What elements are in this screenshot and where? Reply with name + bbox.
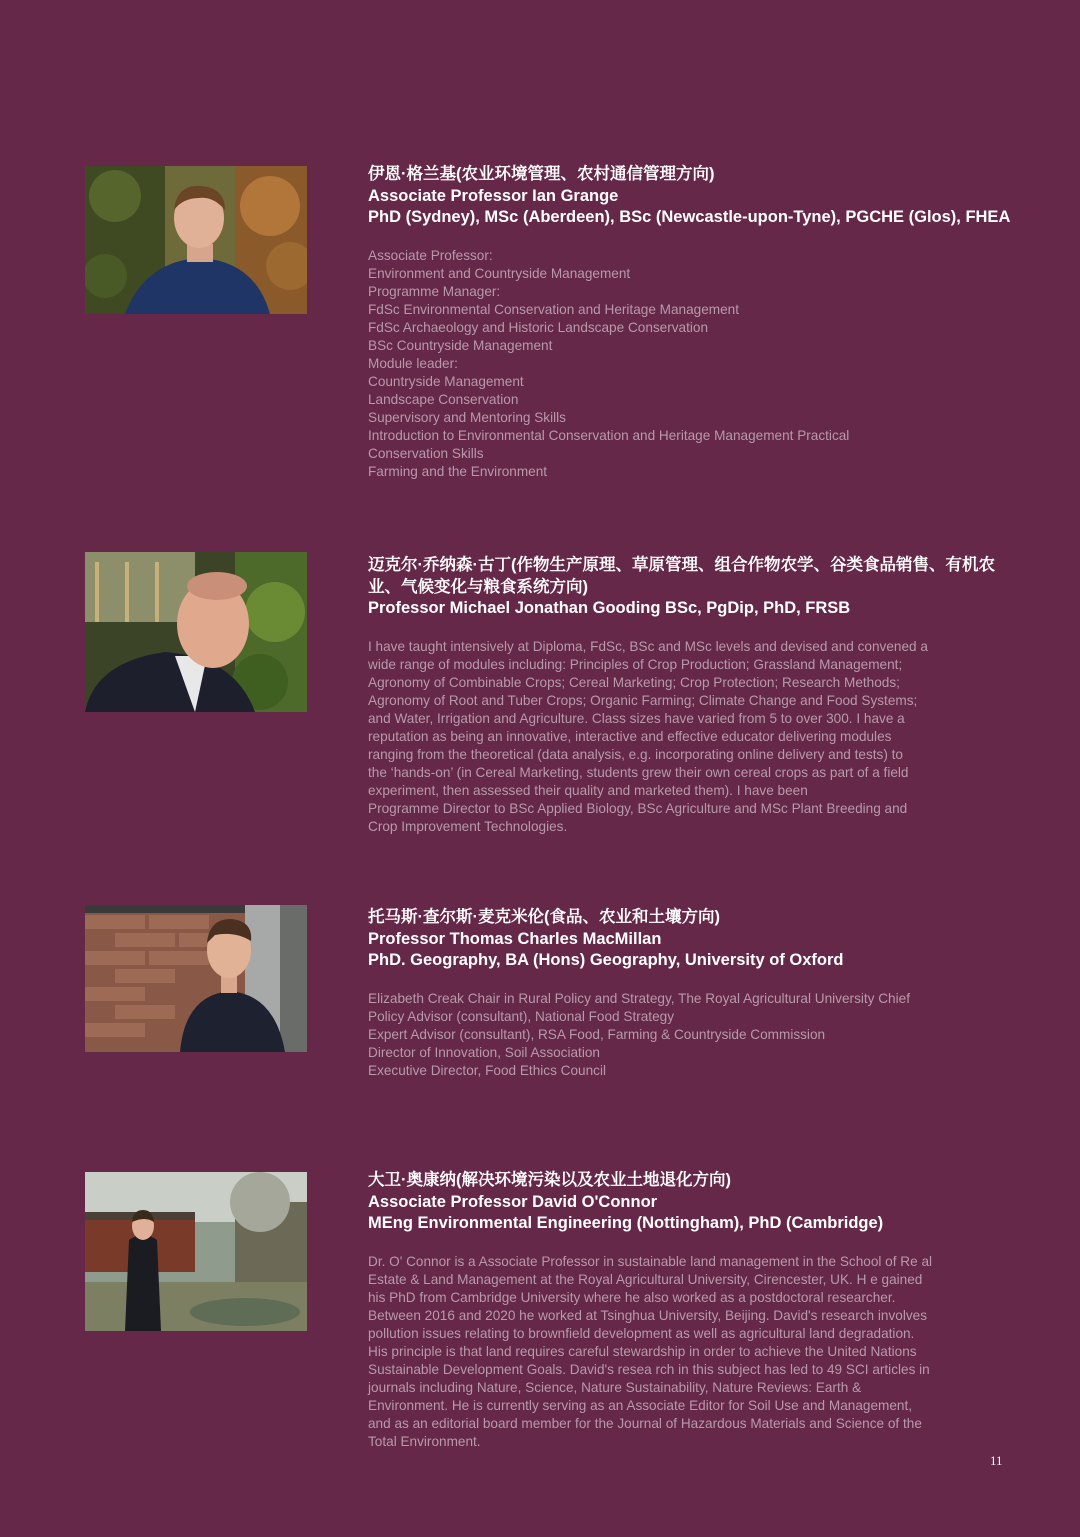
body-line: Policy Advisor (consultant), National Food Strategy [368, 1008, 675, 1024]
body-line: Programme Director to BSc Applied Biology, BSc Agriculture and MSc Plant Breeding and [368, 800, 908, 816]
name-chinese-continued: 业、气候变化与粮食系统方向) [368, 577, 588, 596]
page-number: 11 [990, 1453, 1003, 1468]
body-line: pollution issues relating to brownfield development as well as agricultural land degradation. [368, 1325, 915, 1341]
portrait-photo [85, 905, 307, 1052]
body-line: Module leader: [368, 355, 458, 371]
portrait-photo [85, 552, 307, 712]
body-line: his PhD from Cambridge University where he also worked as a postdoctoral researcher. [368, 1289, 896, 1305]
name-english: Associate Professor David O'Connor [368, 1192, 658, 1211]
body-line: and Water, Irrigation and Agriculture. Class sizes have varied from 5 to over 300. I have a [368, 710, 905, 726]
body-line: Environment and Countryside Management [368, 265, 631, 281]
qualifications: PhD (Sydney), MSc (Aberdeen), BSc (Newcastle-upon-Tyne), PGCHE (Glos), FHEA [368, 208, 1011, 226]
qualifications: PhD. Geography, BA (Hons) Geography, University of Oxford [368, 951, 844, 969]
body-line: Dr. O' Connor is a Associate Professor in sustainable land management in the School of Re al [368, 1253, 933, 1269]
name-english: Professor Michael Jonathan Gooding BSc, PgDip, PhD, FRSB [368, 599, 851, 617]
body-line: Between 2016 and 2020 he worked at Tsinghua University, Beijing. David's research involves [368, 1307, 928, 1323]
portrait-photo [85, 1172, 307, 1331]
name-english: Professor Thomas Charles MacMillan [368, 929, 662, 948]
body-line: Countryside Management [368, 373, 524, 389]
body-line: His principle is that land requires careful stewardship in order to achieve the United Nations [368, 1343, 917, 1359]
body-line: reputation as being an innovative, interactive and effective educator delivering modules [368, 728, 892, 744]
body-line: Environment. He is currently serving as an Associate Editor for Soil Use and Management, [368, 1397, 913, 1413]
body-line: Landscape Conservation [368, 391, 519, 407]
body-line: Elizabeth Creak Chair in Rural Policy and Strategy, The Royal Agricultural University Chief [368, 990, 910, 1006]
name-english: Associate Professor Ian Grange [368, 186, 619, 205]
body-line: Estate & Land Management at the Royal Agricultural University, Cirencester, UK. H e gained [368, 1271, 923, 1287]
name-chinese: 伊恩·格兰基(农业环境管理、农村通信管理方向) [368, 165, 715, 183]
body-line: Crop Improvement Technologies. [368, 818, 568, 834]
body-line: ranging from the theoretical (data analysis, e.g. incorporating online delivery and tests) to [368, 746, 903, 762]
body-line: Executive Director, Food Ethics Council [368, 1062, 606, 1078]
body-line: experiment, then assessed their quality and marketed them). I have been [368, 782, 808, 798]
body-line: BSc Countryside Management [368, 337, 553, 353]
body-line: I have taught intensively at Diploma, FdSc, BSc and MSc levels and devised and convened a [368, 638, 928, 654]
body-line: Sustainable Development Goals. David's resea rch in this subject has led to 49 SCI articles in [368, 1361, 930, 1377]
body-line: Supervisory and Mentoring Skills [368, 409, 566, 425]
body-line: Total Environment. [368, 1433, 481, 1449]
body-line: wide range of modules including: Principles of Crop Production; Grassland Management; [368, 656, 903, 672]
body-line: Agronomy of Combinable Crops; Cereal Marketing; Crop Protection; Research Methods; [368, 674, 900, 690]
body-line: Introduction to Environmental Conservation and Heritage Management Practical [368, 427, 850, 443]
body-line: journals including Nature, Science, Nature Sustainability, Nature Reviews: Earth & [368, 1379, 862, 1395]
biography [368, 638, 983, 836]
body-line: the ‘hands-on’ (in Cereal Marketing, students grew their own cereal crops as part of a field [368, 764, 909, 780]
qualifications: MEng Environmental Engineering (Nottingham), PhD (Cambridge) [368, 1214, 884, 1232]
body-line: Associate Professor: [368, 247, 493, 263]
body-line: Conservation Skills [368, 445, 484, 461]
body-line: Programme Manager: [368, 283, 501, 299]
body-line: Expert Advisor (consultant), RSA Food, Farming & Countryside Commission [368, 1026, 826, 1042]
body-line: FdSc Environmental Conservation and Heritage Management [368, 301, 740, 317]
biography [368, 1253, 983, 1451]
body-line: and as an editorial board member for the Journal of Hazardous Materials and Science of the [368, 1415, 922, 1431]
portrait-photo [85, 166, 307, 314]
body-line: Director of Innovation, Soil Association [368, 1044, 600, 1060]
name-chinese: 托马斯·查尔斯·麦克米伦(食品、农业和土壤方向) [368, 908, 720, 926]
body-line: FdSc Archaeology and Historic Landscape Conservation [368, 319, 709, 335]
name-chinese: 大卫·奥康纳(解决环境污染以及农业土地退化方向) [368, 1171, 731, 1189]
roles-list [368, 247, 983, 481]
body-line: Agronomy of Root and Tuber Crops; Organic Farming; Climate Change and Food Systems; [368, 692, 918, 708]
positions-list [368, 990, 983, 1080]
name-chinese: 迈克尔·乔纳森·古丁(作物生产原理、草原管理、组合作物农学、谷类食品销售、有机农 [368, 556, 995, 574]
body-line: Farming and the Environment [368, 463, 548, 479]
